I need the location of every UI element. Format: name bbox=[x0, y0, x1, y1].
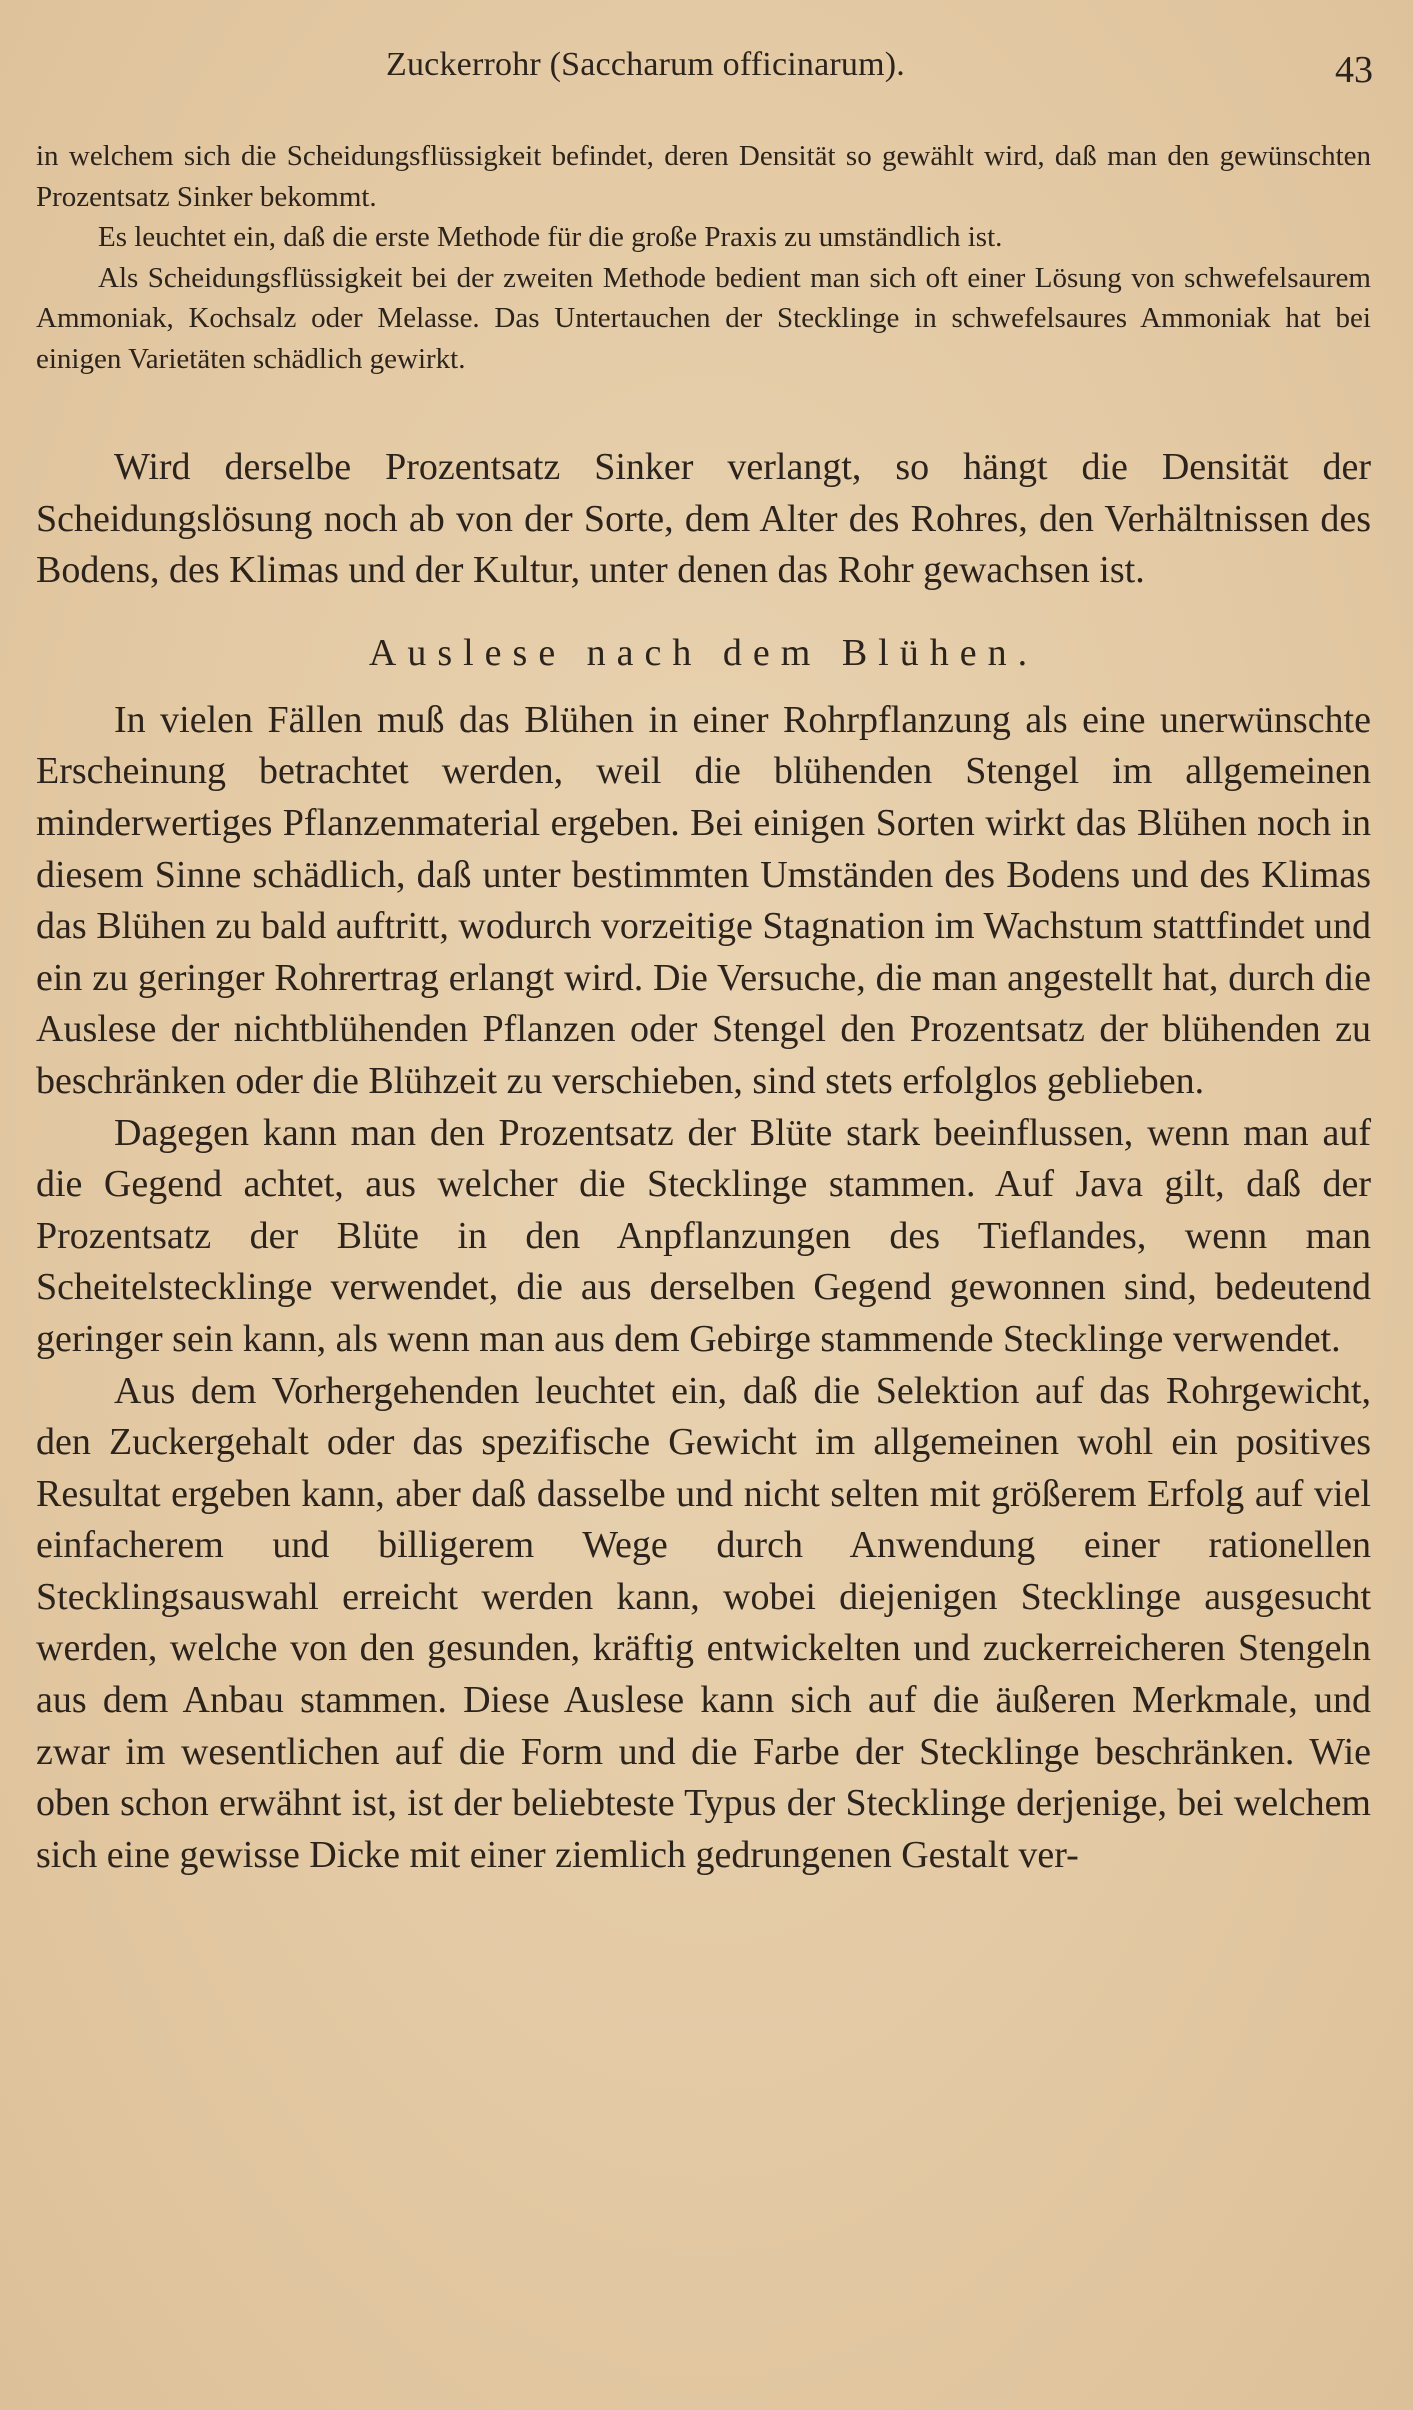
main-text bbox=[36, 442, 1371, 1881]
body-paragraph: Wird derselbe Prozentsatz Sinker verlangt, so hängt die Densität der Scheidungslösung noch ab von der Sorte, dem Alter des Rohres, den Verhältnissen des Bodens, des Klimas und der Kultur, unter denen das Rohr gewachsen ist. bbox=[36, 446, 1371, 592]
small-print-block bbox=[36, 136, 1371, 379]
body-paragraph: Dagegen kann man den Prozentsatz der Blüte stark beeinflussen, wenn man auf die Gegend achtet, aus welcher die Stecklinge stammen. Auf Java gilt, daß der Prozentsatz der Blüte in den Anpflanzungen des Tieflandes, wenn man Scheitelstecklinge verwendet, die aus derselben Gegend gewonnen sind, bedeutend geringer sein kann, als wenn man aus dem Gebirge stammende Stecklinge verwendet. bbox=[36, 1111, 1371, 1360]
page-number: 43 bbox=[1335, 49, 1373, 91]
running-header bbox=[36, 46, 1373, 94]
body-paragraph: In vielen Fällen muß das Blühen in einer Rohrpflanzung als eine unerwünschte Erscheinung betrachtet werden, weil die blühenden Stengel im allgemeinen minderwertiges Pflanzenmaterial ergeben. Bei einigen Sorten wirkt das Blühen noch in diesem Sinne schädlich, daß unter bestimmten Umständen des Bodens und des Klimas das Blühen zu bald auftritt, wodurch vorzeitige Stagnation im Wachstum stattfindet und ein zu geringer Rohrertrag erlangt wird. Die Versuche, die man angestellt hat, durch die Auslese der nichtblühenden Pflanzen oder Stengel den Prozentsatz der blühenden zu beschränken oder die Blühzeit zu verschieben, sind stets erfolglos geblieben. bbox=[36, 698, 1371, 1102]
small-print-paragraph: in welchem sich die Scheidungsflüssigkeit befindet, deren Densität so gewählt wird, daß man den gewünschten Prozentsatz Sinker bekommt. bbox=[36, 140, 1371, 213]
body-paragraph: Aus dem Vorhergehenden leuchtet ein, daß die Selektion auf das Rohrgewicht, den Zuckergehalt oder das spezifische Gewicht im allgemeinen wohl ein positives Resultat ergeben kann, aber daß dasselbe und nicht selten mit größerem Erfolg auf viel einfacherem und billigerem Wege durch Anwendung einer rationellen Stecklingsauswahl erreicht werden kann, wobei diejenigen Stecklinge ausgesucht werden, welche von den gesunden, kräftig entwickelten und zuckerreicheren Stengeln aus dem Anbau stammen. Diese Auslese kann sich auf die äußeren Merkmale, und zwar im wesentlichen auf die Form und die Farbe der Stecklinge beschränken. Wie oben schon erwähnt ist, ist der beliebteste Typus der Stecklinge derjenige, bei welchem sich eine gewisse Dicke mit einer ziemlich gedrungenen Gestalt ver- bbox=[36, 1369, 1371, 1876]
section-heading: Auslese nach dem Blühen. bbox=[368, 631, 1039, 674]
small-print-paragraph: Als Scheidungsflüssigkeit bei der zweiten Methode bedient man sich oft einer Lösung von schwefelsaurem Ammoniak, Kochsalz oder Melasse. Das Untertauchen der Stecklinge in schwefelsaures Ammoniak hat bei einigen Varietäten schädlich gewirkt. bbox=[36, 261, 1371, 375]
small-print-paragraph: Es leuchtet ein, daß die erste Methode für die große Praxis zu umständlich ist. bbox=[98, 221, 1003, 253]
running-title: Zuckerrohr (Saccharum officinarum). bbox=[386, 46, 905, 83]
